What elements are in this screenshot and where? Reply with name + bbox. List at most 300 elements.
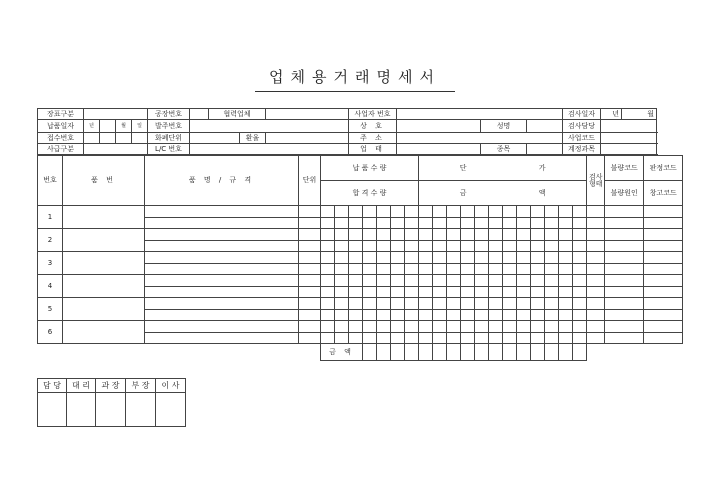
price-digit-cell[interactable] — [503, 263, 517, 275]
delivery-month[interactable]: 월 — [116, 120, 132, 133]
qty-digit-cell[interactable] — [377, 263, 391, 275]
price-digit-cell[interactable] — [573, 252, 587, 264]
qty-digit-cell[interactable] — [349, 298, 363, 310]
signature-box[interactable] — [38, 393, 67, 427]
qty-digit-cell[interactable] — [335, 229, 349, 241]
qty-digit-cell[interactable] — [363, 252, 377, 264]
price-digit-cell[interactable] — [475, 286, 489, 298]
price-digit-cell[interactable] — [531, 309, 545, 321]
price-digit-cell[interactable] — [559, 263, 573, 275]
price-digit-cell[interactable] — [447, 332, 461, 344]
value-rep-name[interactable] — [527, 120, 563, 133]
defect-code-cell[interactable] — [605, 206, 644, 218]
qty-digit-cell[interactable] — [377, 217, 391, 229]
price-digit-cell[interactable] — [419, 321, 433, 333]
spec-cell[interactable] — [145, 217, 299, 229]
price-digit-cell[interactable] — [503, 332, 517, 344]
price-digit-cell[interactable] — [447, 275, 461, 287]
price-digit-cell[interactable] — [447, 217, 461, 229]
price-digit-cell[interactable] — [475, 217, 489, 229]
value-biz-no[interactable] — [397, 109, 563, 120]
price-digit-cell[interactable] — [475, 240, 489, 252]
price-digit-cell[interactable] — [573, 286, 587, 298]
part-no-cell[interactable] — [63, 229, 145, 252]
defect-cause-cell[interactable] — [605, 263, 644, 275]
price-digit-cell[interactable] — [503, 298, 517, 310]
qty-digit-cell[interactable] — [335, 275, 349, 287]
price-digit-cell[interactable] — [517, 275, 531, 287]
price-digit-cell[interactable] — [573, 332, 587, 344]
price-digit-cell[interactable] — [573, 263, 587, 275]
part-no-cell[interactable] — [63, 252, 145, 275]
part-no-cell[interactable] — [63, 275, 145, 298]
price-digit-cell[interactable] — [573, 217, 587, 229]
total-cell[interactable] — [433, 344, 447, 361]
defect-cause-cell[interactable] — [605, 286, 644, 298]
signature-box[interactable] — [67, 393, 96, 427]
unit-cell[interactable] — [299, 252, 321, 264]
spec-cell[interactable] — [145, 309, 299, 321]
inspection-cell[interactable] — [587, 229, 605, 241]
price-digit-cell[interactable] — [573, 206, 587, 218]
qty-digit-cell[interactable] — [321, 321, 335, 333]
price-digit-cell[interactable] — [433, 298, 447, 310]
spec-cell[interactable] — [145, 332, 299, 344]
total-cell[interactable] — [545, 344, 559, 361]
qty-digit-cell[interactable] — [363, 206, 377, 218]
value-exchange-rate[interactable] — [266, 133, 349, 144]
inspection-cell[interactable] — [587, 263, 605, 275]
value-plant-no[interactable] — [190, 109, 209, 120]
defect-code-cell[interactable] — [605, 252, 644, 264]
price-digit-cell[interactable] — [433, 309, 447, 321]
price-digit-cell[interactable] — [559, 321, 573, 333]
qty-digit-cell[interactable] — [349, 217, 363, 229]
price-digit-cell[interactable] — [489, 321, 503, 333]
price-digit-cell[interactable] — [531, 275, 545, 287]
price-digit-cell[interactable] — [419, 309, 433, 321]
price-digit-cell[interactable] — [489, 217, 503, 229]
qty-digit-cell[interactable] — [349, 275, 363, 287]
price-digit-cell[interactable] — [461, 252, 475, 264]
price-digit-cell[interactable] — [545, 286, 559, 298]
qty-digit-cell[interactable] — [405, 217, 419, 229]
delivery-year[interactable]: 년 — [84, 120, 100, 133]
price-digit-cell[interactable] — [503, 229, 517, 241]
spec-cell[interactable] — [145, 240, 299, 252]
qty-digit-cell[interactable] — [335, 252, 349, 264]
warehouse-code-cell[interactable] — [644, 309, 683, 321]
price-digit-cell[interactable] — [545, 275, 559, 287]
price-digit-cell[interactable] — [517, 217, 531, 229]
qty-digit-cell[interactable] — [391, 217, 405, 229]
qty-digit-cell[interactable] — [349, 309, 363, 321]
qty-digit-cell[interactable] — [405, 309, 419, 321]
delivery-month-spacer[interactable] — [100, 120, 116, 133]
qty-digit-cell[interactable] — [349, 252, 363, 264]
qty-digit-cell[interactable] — [405, 286, 419, 298]
qty-digit-cell[interactable] — [391, 206, 405, 218]
price-digit-cell[interactable] — [489, 206, 503, 218]
qty-digit-cell[interactable] — [335, 321, 349, 333]
part-no-cell[interactable] — [63, 298, 145, 321]
price-digit-cell[interactable] — [517, 263, 531, 275]
warehouse-code-cell[interactable] — [644, 286, 683, 298]
price-digit-cell[interactable] — [545, 332, 559, 344]
price-digit-cell[interactable] — [461, 298, 475, 310]
qty-digit-cell[interactable] — [321, 298, 335, 310]
receipt-cell-3[interactable] — [116, 133, 132, 144]
price-digit-cell[interactable] — [531, 286, 545, 298]
qty-digit-cell[interactable] — [405, 321, 419, 333]
unit-cell[interactable] — [299, 206, 321, 218]
qty-digit-cell[interactable] — [321, 263, 335, 275]
qty-digit-cell[interactable] — [377, 229, 391, 241]
qty-digit-cell[interactable] — [405, 229, 419, 241]
qty-digit-cell[interactable] — [335, 298, 349, 310]
price-digit-cell[interactable] — [559, 332, 573, 344]
price-digit-cell[interactable] — [433, 321, 447, 333]
qty-digit-cell[interactable] — [405, 206, 419, 218]
total-cell[interactable] — [503, 344, 517, 361]
price-digit-cell[interactable] — [419, 252, 433, 264]
price-digit-cell[interactable] — [517, 286, 531, 298]
value-order-no[interactable] — [190, 120, 349, 133]
price-digit-cell[interactable] — [517, 252, 531, 264]
price-digit-cell[interactable] — [447, 229, 461, 241]
name-cell[interactable] — [145, 206, 299, 218]
unit-cell[interactable] — [299, 321, 321, 333]
price-digit-cell[interactable] — [447, 286, 461, 298]
price-digit-cell[interactable] — [559, 240, 573, 252]
qty-digit-cell[interactable] — [391, 229, 405, 241]
receipt-cell-1[interactable] — [84, 133, 100, 144]
signature-box[interactable] — [156, 393, 186, 427]
qty-digit-cell[interactable] — [321, 240, 335, 252]
price-digit-cell[interactable] — [475, 332, 489, 344]
warehouse-code-cell[interactable] — [644, 263, 683, 275]
price-digit-cell[interactable] — [433, 240, 447, 252]
value-currency[interactable] — [190, 133, 240, 144]
warehouse-code-cell[interactable] — [644, 332, 683, 344]
price-digit-cell[interactable] — [475, 321, 489, 333]
qty-digit-cell[interactable] — [391, 275, 405, 287]
defect-cause-cell[interactable] — [605, 309, 644, 321]
value-partner[interactable] — [266, 109, 349, 120]
value-account[interactable] — [601, 144, 657, 155]
price-digit-cell[interactable] — [573, 275, 587, 287]
name-cell[interactable] — [145, 275, 299, 287]
qty-digit-cell[interactable] — [349, 332, 363, 344]
price-digit-cell[interactable] — [461, 309, 475, 321]
inspection-cell[interactable] — [587, 252, 605, 264]
unit-cell[interactable] — [299, 332, 321, 344]
price-digit-cell[interactable] — [503, 206, 517, 218]
price-digit-cell[interactable] — [531, 263, 545, 275]
inspect-month[interactable]: 월 — [622, 109, 657, 120]
unit-cell[interactable] — [299, 229, 321, 241]
name-cell[interactable] — [145, 229, 299, 241]
price-digit-cell[interactable] — [433, 252, 447, 264]
inspect-year[interactable]: 년 — [601, 109, 622, 120]
value-lc-no[interactable] — [190, 144, 349, 155]
qty-digit-cell[interactable] — [321, 252, 335, 264]
qty-digit-cell[interactable] — [391, 298, 405, 310]
name-cell[interactable] — [145, 298, 299, 310]
qty-digit-cell[interactable] — [321, 275, 335, 287]
price-digit-cell[interactable] — [559, 252, 573, 264]
name-cell[interactable] — [145, 321, 299, 333]
qty-digit-cell[interactable] — [377, 275, 391, 287]
qty-digit-cell[interactable] — [377, 298, 391, 310]
value-company-name[interactable] — [397, 120, 481, 133]
defect-code-cell[interactable] — [605, 275, 644, 287]
price-digit-cell[interactable] — [489, 332, 503, 344]
qty-digit-cell[interactable] — [363, 229, 377, 241]
price-digit-cell[interactable] — [503, 321, 517, 333]
price-digit-cell[interactable] — [475, 275, 489, 287]
price-digit-cell[interactable] — [461, 275, 475, 287]
defect-cause-cell[interactable] — [605, 240, 644, 252]
inspection-cell[interactable] — [587, 217, 605, 229]
price-digit-cell[interactable] — [531, 206, 545, 218]
value-inspector[interactable] — [601, 120, 657, 133]
receipt-cell-2[interactable] — [100, 133, 116, 144]
price-digit-cell[interactable] — [573, 298, 587, 310]
qty-digit-cell[interactable] — [363, 286, 377, 298]
qty-digit-cell[interactable] — [349, 321, 363, 333]
receipt-cell-4[interactable] — [132, 133, 148, 144]
qty-digit-cell[interactable] — [391, 332, 405, 344]
qty-digit-cell[interactable] — [335, 206, 349, 218]
inspection-cell[interactable] — [587, 321, 605, 333]
qty-digit-cell[interactable] — [349, 263, 363, 275]
defect-cause-cell[interactable] — [605, 332, 644, 344]
qty-digit-cell[interactable] — [377, 252, 391, 264]
price-digit-cell[interactable] — [559, 229, 573, 241]
qty-digit-cell[interactable] — [391, 263, 405, 275]
price-digit-cell[interactable] — [489, 275, 503, 287]
qty-digit-cell[interactable] — [405, 298, 419, 310]
qty-digit-cell[interactable] — [377, 286, 391, 298]
price-digit-cell[interactable] — [419, 286, 433, 298]
price-digit-cell[interactable] — [419, 206, 433, 218]
qty-digit-cell[interactable] — [391, 286, 405, 298]
price-digit-cell[interactable] — [545, 321, 559, 333]
price-digit-cell[interactable] — [489, 298, 503, 310]
total-cell[interactable] — [377, 344, 391, 361]
defect-code-cell[interactable] — [605, 321, 644, 333]
price-digit-cell[interactable] — [517, 229, 531, 241]
value-supply-type[interactable] — [84, 144, 148, 155]
qty-digit-cell[interactable] — [335, 263, 349, 275]
total-cell[interactable] — [419, 344, 433, 361]
signature-box[interactable] — [126, 393, 156, 427]
price-digit-cell[interactable] — [489, 229, 503, 241]
unit-cell[interactable] — [299, 275, 321, 287]
price-digit-cell[interactable] — [503, 252, 517, 264]
warehouse-code-cell[interactable] — [644, 240, 683, 252]
price-digit-cell[interactable] — [559, 217, 573, 229]
judge-code-cell[interactable] — [644, 298, 683, 310]
price-digit-cell[interactable] — [475, 252, 489, 264]
total-cell[interactable] — [391, 344, 405, 361]
defect-cause-cell[interactable] — [605, 217, 644, 229]
price-digit-cell[interactable] — [559, 298, 573, 310]
judge-code-cell[interactable] — [644, 252, 683, 264]
price-digit-cell[interactable] — [531, 332, 545, 344]
price-digit-cell[interactable] — [573, 309, 587, 321]
price-digit-cell[interactable] — [573, 240, 587, 252]
qty-digit-cell[interactable] — [321, 309, 335, 321]
qty-digit-cell[interactable] — [363, 309, 377, 321]
total-cell[interactable] — [363, 344, 377, 361]
price-digit-cell[interactable] — [461, 240, 475, 252]
price-digit-cell[interactable] — [517, 309, 531, 321]
price-digit-cell[interactable] — [419, 332, 433, 344]
price-digit-cell[interactable] — [489, 309, 503, 321]
unit-cell[interactable] — [299, 263, 321, 275]
price-digit-cell[interactable] — [517, 240, 531, 252]
part-no-cell[interactable] — [63, 321, 145, 344]
qty-digit-cell[interactable] — [377, 206, 391, 218]
qty-digit-cell[interactable] — [363, 298, 377, 310]
qty-digit-cell[interactable] — [405, 240, 419, 252]
price-digit-cell[interactable] — [461, 229, 475, 241]
price-digit-cell[interactable] — [461, 217, 475, 229]
judge-code-cell[interactable] — [644, 321, 683, 333]
qty-digit-cell[interactable] — [405, 263, 419, 275]
price-digit-cell[interactable] — [531, 321, 545, 333]
price-digit-cell[interactable] — [447, 321, 461, 333]
qty-digit-cell[interactable] — [391, 321, 405, 333]
total-cell[interactable] — [489, 344, 503, 361]
qty-digit-cell[interactable] — [321, 206, 335, 218]
qty-digit-cell[interactable] — [405, 252, 419, 264]
qty-digit-cell[interactable] — [391, 240, 405, 252]
qty-digit-cell[interactable] — [377, 309, 391, 321]
qty-digit-cell[interactable] — [335, 309, 349, 321]
value-biz-item[interactable] — [527, 144, 563, 155]
price-digit-cell[interactable] — [503, 217, 517, 229]
price-digit-cell[interactable] — [531, 298, 545, 310]
delivery-day[interactable]: 일 — [132, 120, 148, 133]
price-digit-cell[interactable] — [545, 309, 559, 321]
inspection-cell[interactable] — [587, 286, 605, 298]
judge-code-cell[interactable] — [644, 206, 683, 218]
price-digit-cell[interactable] — [503, 309, 517, 321]
total-cell[interactable] — [517, 344, 531, 361]
qty-digit-cell[interactable] — [349, 286, 363, 298]
unit-cell[interactable] — [299, 298, 321, 310]
price-digit-cell[interactable] — [433, 332, 447, 344]
price-digit-cell[interactable] — [447, 252, 461, 264]
price-digit-cell[interactable] — [503, 286, 517, 298]
part-no-cell[interactable] — [63, 206, 145, 229]
price-digit-cell[interactable] — [545, 206, 559, 218]
name-cell[interactable] — [145, 252, 299, 264]
unit-cell[interactable] — [299, 240, 321, 252]
price-digit-cell[interactable] — [489, 263, 503, 275]
qty-digit-cell[interactable] — [377, 332, 391, 344]
price-digit-cell[interactable] — [503, 275, 517, 287]
price-digit-cell[interactable] — [475, 263, 489, 275]
total-cell[interactable] — [461, 344, 475, 361]
price-digit-cell[interactable] — [447, 240, 461, 252]
qty-digit-cell[interactable] — [321, 229, 335, 241]
price-digit-cell[interactable] — [517, 332, 531, 344]
price-digit-cell[interactable] — [475, 298, 489, 310]
total-cell[interactable] — [405, 344, 419, 361]
price-digit-cell[interactable] — [559, 206, 573, 218]
inspection-cell[interactable] — [587, 240, 605, 252]
qty-digit-cell[interactable] — [321, 332, 335, 344]
price-digit-cell[interactable] — [503, 240, 517, 252]
value-biz-code[interactable] — [601, 133, 657, 144]
inspection-cell[interactable] — [587, 309, 605, 321]
price-digit-cell[interactable] — [447, 309, 461, 321]
spec-cell[interactable] — [145, 286, 299, 298]
signature-box[interactable] — [96, 393, 126, 427]
price-digit-cell[interactable] — [461, 286, 475, 298]
judge-code-cell[interactable] — [644, 275, 683, 287]
price-digit-cell[interactable] — [419, 240, 433, 252]
price-digit-cell[interactable] — [517, 298, 531, 310]
warehouse-code-cell[interactable] — [644, 217, 683, 229]
price-digit-cell[interactable] — [419, 229, 433, 241]
value-address[interactable] — [397, 133, 563, 144]
price-digit-cell[interactable] — [545, 240, 559, 252]
price-digit-cell[interactable] — [419, 275, 433, 287]
total-cell[interactable] — [475, 344, 489, 361]
qty-digit-cell[interactable] — [349, 229, 363, 241]
price-digit-cell[interactable] — [433, 206, 447, 218]
price-digit-cell[interactable] — [531, 252, 545, 264]
total-cell[interactable] — [447, 344, 461, 361]
price-digit-cell[interactable] — [559, 309, 573, 321]
price-digit-cell[interactable] — [475, 309, 489, 321]
price-digit-cell[interactable] — [489, 240, 503, 252]
inspection-cell[interactable] — [587, 275, 605, 287]
unit-cell[interactable] — [299, 217, 321, 229]
judge-code-cell[interactable] — [644, 229, 683, 241]
price-digit-cell[interactable] — [447, 263, 461, 275]
price-digit-cell[interactable] — [489, 252, 503, 264]
qty-digit-cell[interactable] — [363, 217, 377, 229]
qty-digit-cell[interactable] — [391, 309, 405, 321]
total-cell[interactable] — [531, 344, 545, 361]
value-slip-type[interactable] — [84, 109, 148, 120]
price-digit-cell[interactable] — [461, 263, 475, 275]
qty-digit-cell[interactable] — [349, 240, 363, 252]
inspection-cell[interactable] — [587, 206, 605, 218]
price-digit-cell[interactable] — [433, 229, 447, 241]
price-digit-cell[interactable] — [531, 229, 545, 241]
price-digit-cell[interactable] — [517, 321, 531, 333]
defect-code-cell[interactable] — [605, 229, 644, 241]
price-digit-cell[interactable] — [545, 298, 559, 310]
price-digit-cell[interactable] — [475, 206, 489, 218]
price-digit-cell[interactable] — [419, 217, 433, 229]
price-digit-cell[interactable] — [433, 263, 447, 275]
qty-digit-cell[interactable] — [335, 286, 349, 298]
price-digit-cell[interactable] — [433, 286, 447, 298]
qty-digit-cell[interactable] — [363, 240, 377, 252]
total-cell[interactable] — [559, 344, 573, 361]
qty-digit-cell[interactable] — [405, 332, 419, 344]
value-biz-type[interactable] — [397, 144, 481, 155]
qty-digit-cell[interactable] — [391, 252, 405, 264]
